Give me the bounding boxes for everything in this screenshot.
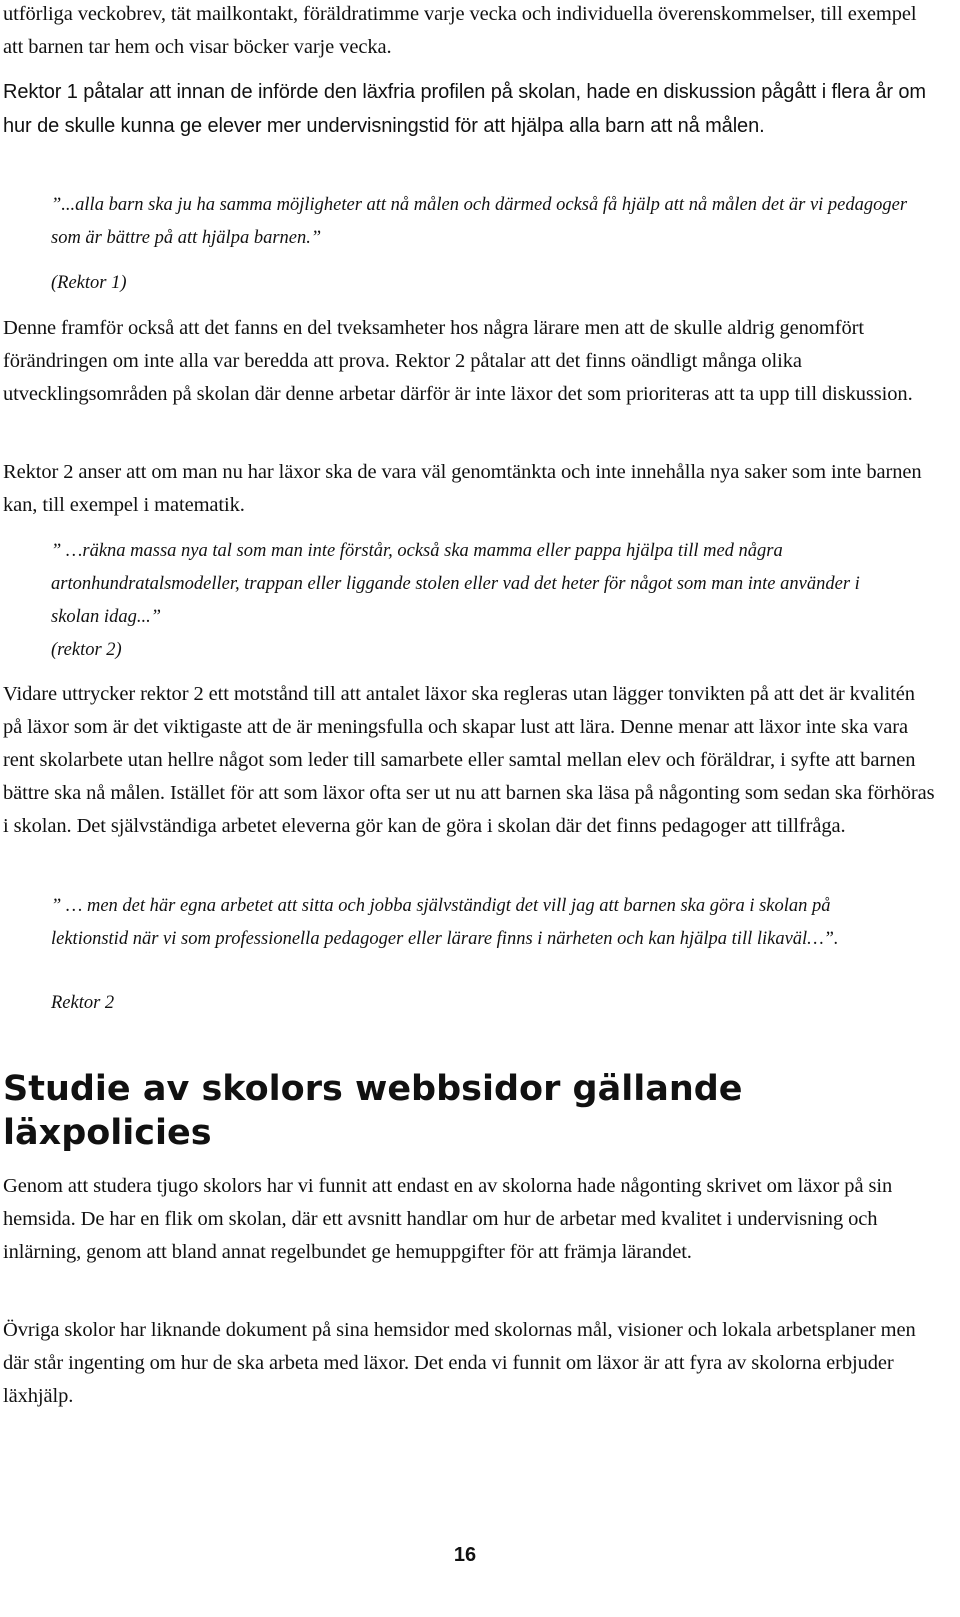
quote-rektor-1: ”...alla barn ska ju ha samma möjligheter att nå målen och därmed också få hjälp att nå målen det är vi pedagoger som är bättre på att hjälpa barnen.” — [51, 195, 908, 248]
quote-attribution-rektor-2b: Rektor 2 — [51, 993, 115, 1013]
paragraph-motstand: Vidare uttrycker rektor 2 ett motstånd till att antalet läxor ska regleras utan lägger tonvikten på att det är kvalitén på läxor som är det viktigaste att de är meningsfulla och skapar lust att lära. Denne menar att läxor inte ska vara rent skolarbete utan hellre något som leder till samarbete eller samtal mellan elev och föräldrar, i syfte att barnen bättre ska nå målen. Istället för att som läxor ofta ser ut nu att barnen ska läsa på någonting som sedan ska förhöras i skolan. Det självständiga arbetet eleverna gör kan de göra i skolan där det finns pedagoger att tillfråga. — [3, 683, 935, 837]
section-heading: Studie av skolors webbsidor gällande läxpolicies — [3, 1069, 743, 1153]
paragraph-rektor-1: Rektor 1 påtalar att innan de införde den läxfria profilen på skolan, hade en diskussion pågått i flera år om hur de skulle kunna ge elever mer undervisningstid för att hjälpa alla barn att nå målen. — [3, 81, 926, 137]
paragraph-tveksamheter: Denne framför också att det fanns en del tveksamheter hos några lärare men att de skulle aldrig genomfört förändringen om inte alla var beredda att prova. Rektor 2 påtalar att det finns oändligt många olika utvecklingsområden på skolan där denne arbetar därför är inte läxor det som prioriteras att ta upp till diskussion. — [3, 317, 913, 405]
paragraph-rektor-2-laxor: Rektor 2 anser att om man nu har läxor ska de vara väl genomtänkta och inte innehålla nya saker som inte barnen kan, till exempel i matematik. — [3, 461, 922, 516]
quote-attribution-rektor-1: (Rektor 1) — [51, 273, 127, 293]
page-number: 16 — [453, 1544, 477, 1566]
quote-attribution-rektor-2a: (rektor 2) — [51, 640, 122, 660]
paragraph-studie: Genom att studera tjugo skolors har vi funnit att endast en av skolorna hade någonting skrivet om läxor på sin hemsida. De har en flik om skolan, där ett avsnitt handlar om hur de arbetar med kvalitet i undervisning och inlärning, genom att bland annat regelbundet ge hemuppgifter för att främja lärandet. — [3, 1175, 893, 1263]
quote-rektor-2-rakna: ” …räkna massa nya tal som man inte förstår, också ska mamma eller pappa hjälpa till med några artonhundratalsmodeller, trappan eller liggande stolen eller vad det heter för något som man inte använder i skolan idag...” — [51, 541, 860, 627]
paragraph-intro-continuation: utförliga veckobrev, tät mailkontakt, föräldratimme varje vecka och individuella överenskommelser, till exempel att barnen tar hem och visar böcker varje vecka. — [3, 3, 917, 58]
paragraph-ovriga-skolor: Övriga skolor har liknande dokument på sina hemsidor med skolornas mål, visioner och lokala arbetsplaner men där står ingenting om hur de ska arbeta med läxor. Det enda vi funnit om läxor är att fyra av skolorna erbjuder läxhjälp. — [3, 1319, 916, 1407]
quote-rektor-2-arbete: ” … men det här egna arbetet att sitta och jobba självständigt det vill jag att barnen ska göra i skolan på lektionstid när vi som professionella pedagoger eller lärare finns i närheten och kan hjälpa till likaväl…”. — [51, 896, 839, 949]
